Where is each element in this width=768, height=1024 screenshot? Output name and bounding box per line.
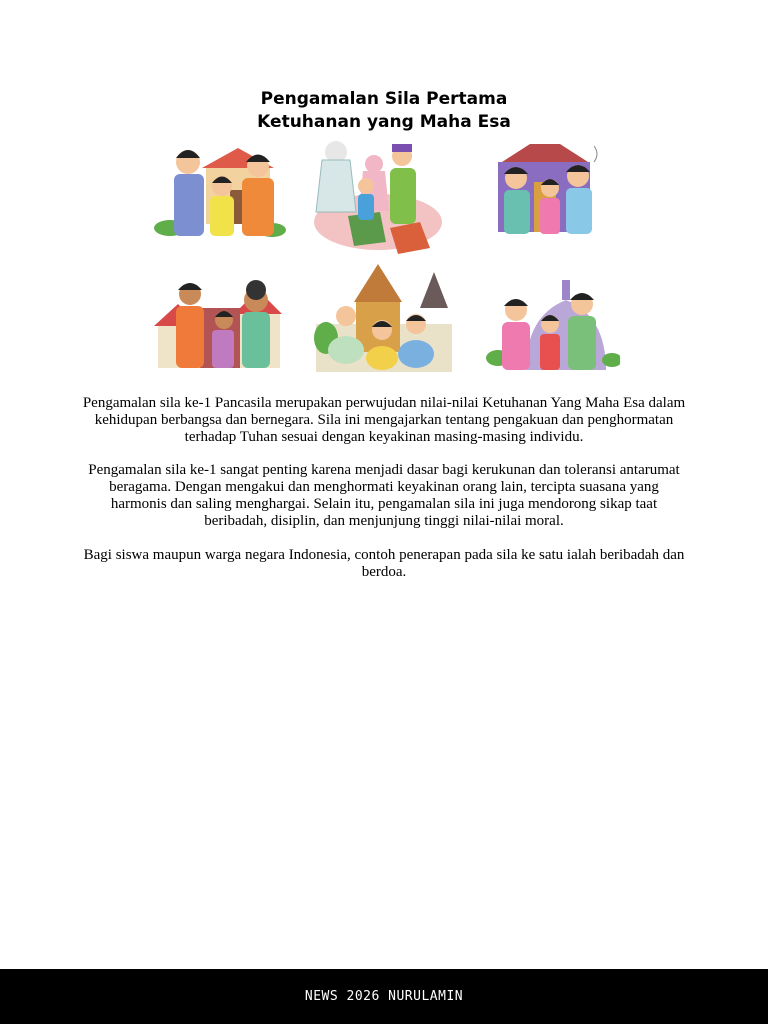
panel-hindu-prayer xyxy=(314,264,452,372)
panel-family-praying-house xyxy=(154,148,286,237)
panel-buddhist-prayer xyxy=(486,280,620,370)
paragraph-3: Bagi siswa maupun warga negara Indonesia, contoh penerapan pada sila ke satu ialah beribadah dan berdoa. xyxy=(83,547,685,580)
footer-bar xyxy=(0,969,768,1024)
paragraph-1: Pengamalan sila ke-1 Pancasila merupakan perwujudan nilai-nilai Ketuhanan Yang Maha Esa dalam kehidupan berbangsa dan bernegara. Sila ini mengajarkan tentang pengakuan dan penghormatan terhadap Tuhan sesuai dengan keyakinan masing-masing individu. xyxy=(82,395,686,445)
paragraph-2: Pengamalan sila ke-1 sangat penting karena menjadi dasar bagi kerukunan dan toleransi antarumat beragama. Dengan mengakui dan menghormati keyakinan orang lain, tercipta suasana yang harmonis dan saling menghargai. Selain itu, pengamalan sila ini juga mendorong sikap taat beribadah, disiplin, dan menjunjung tinggi nilai-nilai moral. xyxy=(88,462,680,529)
title-line-2: Ketuhanan yang Maha Esa xyxy=(257,112,511,132)
panel-temple-prayer xyxy=(498,144,597,234)
footer-text: NEWS 2026 NURULAMIN xyxy=(304,989,464,1004)
panel-muslim-prayer xyxy=(314,141,442,254)
worship-illustration xyxy=(150,138,620,378)
page-title xyxy=(0,88,768,134)
title-line-1: Pengamalan Sila Pertama xyxy=(260,89,508,109)
panel-church-prayer xyxy=(154,280,282,368)
